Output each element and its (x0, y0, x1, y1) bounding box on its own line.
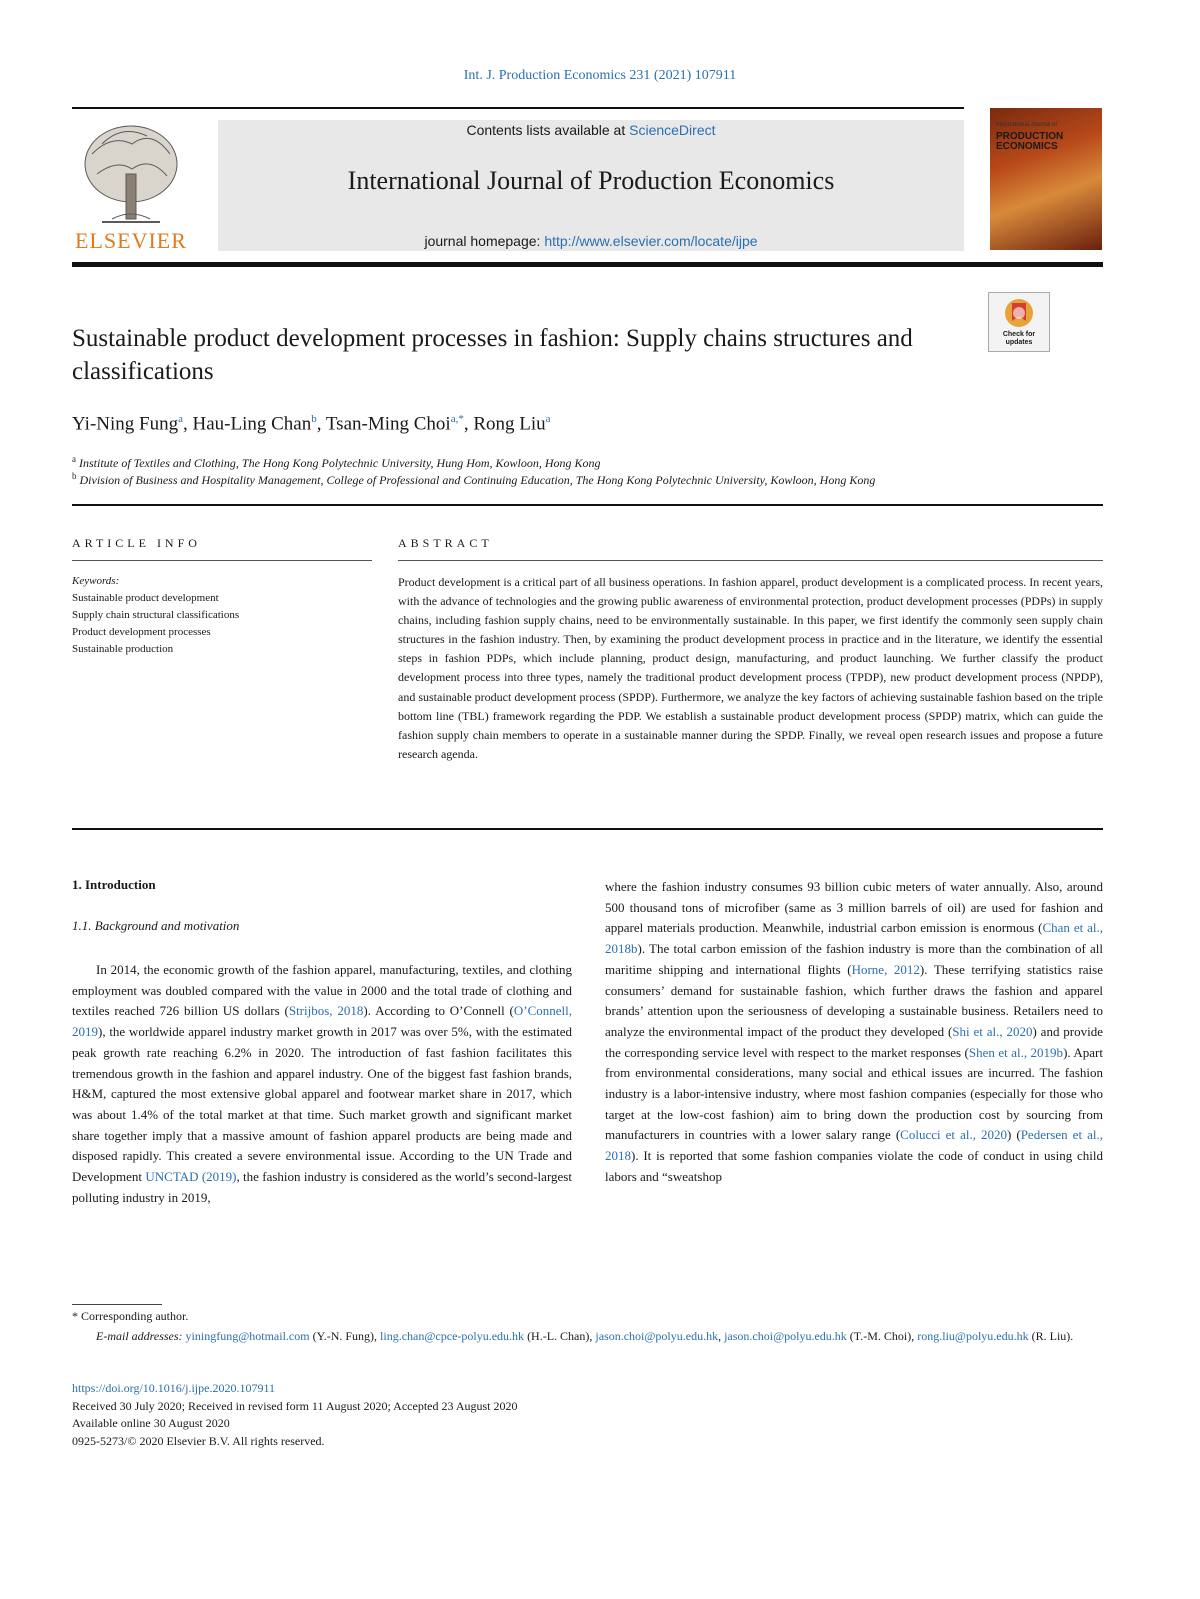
email-link[interactable]: ling.chan@cpce-polyu.edu.hk (380, 1329, 525, 1343)
body-text: ). The total carbon emission of the fashion industry is more than the combination of all maritime shipping and international flights ( (605, 941, 1103, 977)
article-title: Sustainable product development processes in fashion: Supply chains structures and classifications (72, 325, 913, 385)
section-heading: 1. Introduction (72, 877, 156, 892)
author-affil-marker[interactable]: b (311, 413, 317, 425)
citation-link[interactable]: O’Connell, 2019 (72, 1003, 572, 1040)
body-text: ), the worldwide apparel industry market growth in 2017 was over 5%, with the estimated peak growth rate reaching 6.2% in 2020. The introduction of fast fashion facilitates this tremendous growth in the fashion and apparel industry. One of the biggest fast fashion brands, H&M, captured the most extensive global apparel and footwear market share in 2017, which was about 1.4% of the total market at that time. Such market growth and significant market share together imply that a massive amount of fashion apparel products are being made and disposed rapidly. This created a severe environmental issue. According to the UN Trade and Development (72, 1024, 572, 1185)
subsection-heading: 1.1. Background and motivation (72, 918, 240, 933)
author-name[interactable]: Tsan-Ming Choi (325, 413, 451, 435)
copyright: 0925-5273/© 2020 Elsevier B.V. All rights reserved. (72, 1433, 325, 1448)
keywords-block (72, 573, 372, 658)
affiliation-text: Institute of Textiles and Clothing, The Hong Kong Polytechnic University, Hung Hom, Kowloon, Hong Kong (79, 456, 601, 470)
journal-name: International Journal of Production Economics (347, 166, 835, 195)
tree-graphic (85, 126, 177, 222)
citation-link[interactable]: Colucci et al., 2020 (900, 1127, 1007, 1143)
author-name[interactable]: Yi-Ning Fung (72, 413, 179, 435)
affiliation (72, 471, 1072, 488)
email-owner: (Y.-N. Fung), (309, 1329, 381, 1343)
header-rule (72, 107, 964, 109)
keyword-item: Sustainable production (72, 643, 174, 655)
cover-title: PRODUCTION ECONOMICS (996, 131, 1064, 152)
body-text: ) and provide the corresponding service level with respect to the market responses ( (605, 1023, 1104, 1060)
citation-link[interactable]: Strijbos, 2018 (288, 1003, 364, 1019)
author-affil-marker[interactable]: a (178, 413, 183, 425)
journal-reference[interactable]: Int. J. Production Economics 231 (2021) 107911 (463, 68, 737, 83)
author-name[interactable]: Rong Liu (473, 413, 546, 435)
email-owner: (R. Liu). (1028, 1329, 1074, 1343)
article-info-heading: ARTICLE INFO (72, 536, 201, 550)
footnote-rule (72, 1304, 162, 1305)
citation-link[interactable]: Pedersen et al., 2018 (605, 1127, 1103, 1164)
email-link[interactable]: yiningfung@hotmail.com (185, 1329, 310, 1343)
email-link[interactable]: rong.liu@polyu.edu.hk (917, 1329, 1029, 1343)
body-text: ). It is reported that some fashion companies violate the code of conduct in using child labors and “sweatshop (605, 1148, 1103, 1184)
homepage-line (218, 233, 964, 249)
affiliation-marker: b (72, 471, 77, 481)
check-for-updates-button[interactable] (988, 292, 1050, 352)
abstract-text: Product development is a critical part of all business operations. In fashion apparel, product development is a complicated process. In recent years, with the advance of technologies and the growing public awareness of environmental protection, product development processes (PDPs) in supply chains, including fashion supply chains, need to be environmentally sustainable. In this paper, we first identify the commonly seen supply chain structures in the fashion industry. Then, by examining the product development process in practice and in the literature, we identify the essential steps in fashion PDPs, which include planning, product design, manufacturing, and product launching. We further classify the product development process into three types, namely the traditional product development process (TPDP), new product development process (NPDP), and sustainable product development process (SPDP). Furthermore, we analyze the key factors of achieving sustainable fashion based on the triple bottom line (TBL) framework regarding the PDP. We establish a sustainable product development process (SPDP) matrix, which can guide the fashion supply chain members to operate in a sustainable manner during the SPDP. Finally, we reveal open research issues and propose a future research agenda. (398, 575, 1103, 761)
cover-subtitle: International Journal of (996, 122, 1058, 128)
crossmark-icon (989, 295, 1049, 335)
sciencedirect-link[interactable]: ScienceDirect (629, 122, 716, 138)
check-for-updates-label: Check for updates (1002, 331, 1036, 346)
section-rule (72, 504, 1103, 506)
body-text: ). According to O’Connell ( (363, 1003, 514, 1019)
citation-link[interactable]: Shi et al., 2020 (952, 1023, 1033, 1039)
article-metadata (72, 1380, 872, 1450)
affiliation-text: Division of Business and Hospitality Management, College of Professional and Continuing Education, The Hong Kong Polytechnic University, Kowloon, Hong Kong (79, 473, 876, 487)
body-column-right (605, 877, 1103, 1188)
body-text: ). These terrifying statistics raise consumers’ demand for sustainable fashion, which further draws the fashion and apparel brands’ attention upon the seriousness of developing a sustainable business. Retailers need to analyze the environmental impact of the product they developed ( (605, 961, 1103, 1039)
homepage-link[interactable]: http://www.elsevier.com/locate/ijpe (544, 233, 758, 249)
email-owner: (H.-L. Chan), (524, 1329, 596, 1343)
email-addresses (72, 1326, 1103, 1346)
doi-link[interactable]: https://doi.org/10.1016/j.ijpe.2020.107911 (72, 1381, 276, 1395)
available-online: Available online 30 August 2020 (72, 1416, 230, 1430)
header-thick-rule (72, 262, 1103, 267)
author-name[interactable]: Hau-Ling Chan (192, 413, 312, 435)
citation-link[interactable]: UNCTAD (2019) (145, 1169, 237, 1185)
email-label: E-mail addresses: (96, 1329, 186, 1343)
email-owner: (T.-M. Choi), (846, 1329, 918, 1343)
contents-prefix: Contents lists available at (466, 122, 630, 138)
body-text: ). Apart from environmental considerations, many social and ethical issues are incurred. The fashion industry is a labor-intensive industry, where most fashion companies (especially for those who target at the low-cost fashion) aim to bring down the production cost by sourcing from manufacturers in countries with a lower salary range ( (605, 1044, 1103, 1143)
received-dates: Received 30 July 2020; Received in revised form 11 August 2020; Accepted 23 August 2020 (72, 1398, 518, 1413)
body-text: ) ( (1007, 1127, 1021, 1143)
keyword-item: Product development processes (72, 626, 211, 638)
abstract-bottom-rule (72, 828, 1103, 830)
email-owner: , (718, 1329, 725, 1343)
body-text: , the fashion industry is considered as the world’s second-largest polluting industry in 2019, (72, 1169, 572, 1205)
affiliation (72, 454, 1072, 471)
body-column-left (72, 960, 572, 1208)
email-link[interactable]: jason.choi@polyu.edu.hk (595, 1329, 719, 1343)
keyword-item: Sustainable product development (72, 592, 219, 604)
corresponding-author-note: * Corresponding author. (72, 1309, 189, 1323)
affiliation-marker: a (72, 454, 76, 464)
body-text: where the fashion industry consumes 93 billion cubic meters of water annually. Also, around 500 thousand tons of microfiber (same as 3 million barrels of oil) are used for fashion and apparel materials production. Meanwhile, industrial carbon emission is enormous ( (605, 879, 1103, 936)
keyword-item: Supply chain structural classifications (72, 609, 240, 621)
citation-link[interactable]: Horne, 2012 (851, 961, 920, 977)
contents-line (218, 122, 964, 138)
author-affil-marker[interactable]: a (545, 413, 551, 425)
abstract-rule (398, 560, 1103, 561)
body-text: In 2014, the economic growth of the fashion apparel, manufacturing, textiles, and clothing employment was doubled compared with the value in 2000 and the total trade of clothing and textiles reached 726 billion US dollars ( (72, 962, 572, 1019)
abstract-heading: ABSTRACT (398, 536, 493, 550)
citation-link[interactable]: Shen et al., 2019b (968, 1044, 1064, 1060)
author-affil-marker[interactable]: a,* (450, 413, 464, 425)
publisher-name: ELSEVIER (75, 228, 187, 253)
journal-cover-image[interactable] (990, 108, 1102, 250)
keywords-label: Keywords: (72, 575, 120, 587)
author-list: Yi-Ning Fung$^a$, Hau-Ling Chan$^b$, Tsan-Ming Choi$^{a,*}$, Rong Liu$^a$ (72, 413, 551, 435)
homepage-prefix: journal homepage: (424, 233, 545, 249)
citation-link[interactable]: Chan et al., 2018b (605, 920, 1103, 957)
email-link[interactable]: jason.choi@polyu.edu.hk (724, 1329, 847, 1343)
article-info-rule (72, 560, 372, 561)
